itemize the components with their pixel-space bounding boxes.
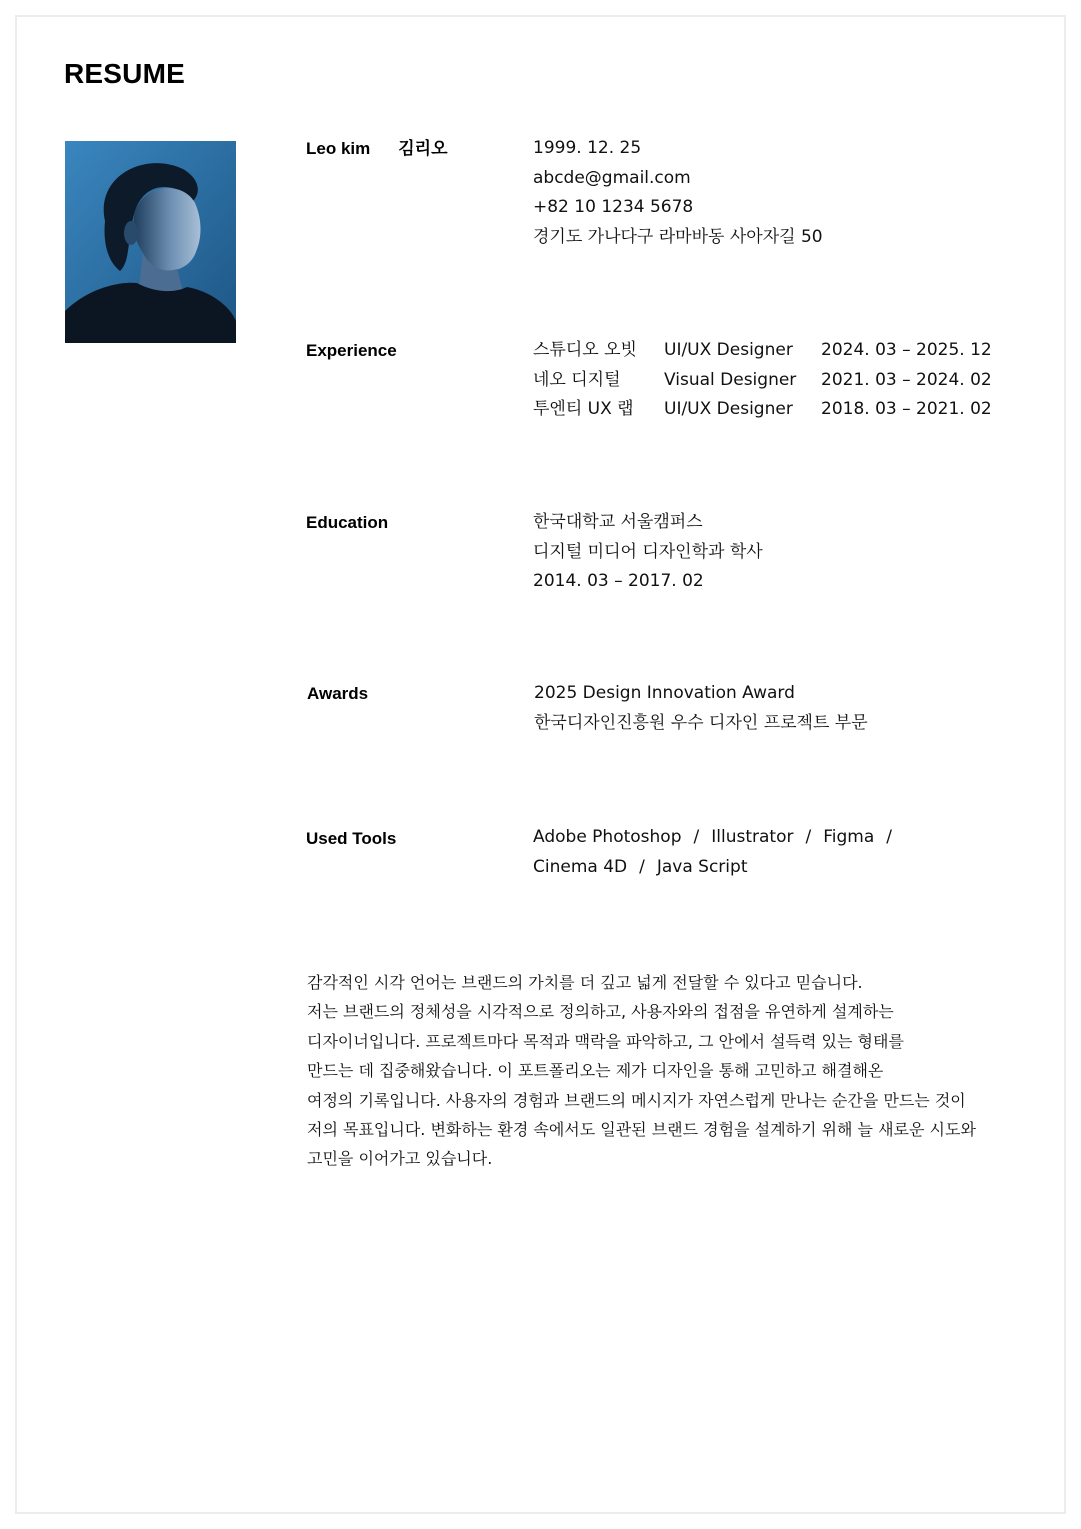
awards-label: Awards	[307, 684, 369, 703]
tool-item: Figma	[823, 827, 875, 847]
tools-line	[533, 853, 904, 883]
experience-period: 2024. 03 – 2025. 12	[821, 340, 992, 360]
profile-photo	[65, 141, 236, 343]
experience-item	[533, 336, 991, 366]
awards-info	[534, 679, 868, 738]
tool-separator: /	[639, 856, 645, 877]
email: abcde@gmail.com	[533, 167, 691, 188]
experience-role: Visual Designer	[664, 369, 797, 390]
tools-label: Used Tools	[306, 829, 397, 848]
experience-list	[533, 336, 991, 425]
name-ko: 김리오	[398, 139, 448, 158]
phone: +82 10 1234 5678	[533, 197, 694, 217]
intro-line: 감각적인 시각 언어는 브랜드의 가치를 더 깊고 넓게 전달할 수 있다고 믿습니다.	[307, 973, 863, 992]
tool-separator: /	[886, 827, 892, 847]
experience-item	[533, 366, 991, 396]
experience-item	[533, 395, 991, 425]
tool-separator: /	[805, 827, 812, 847]
tool-separator: /	[693, 827, 700, 847]
page-title: RESUME	[64, 58, 185, 89]
experience-period: 2021. 03 – 2024. 02	[821, 369, 992, 390]
education-info	[533, 508, 763, 597]
intro-line: 저의 목표입니다. 변화하는 환경 속에서도 일관된 브랜드 경험을 설계하기 위해 늘 새로운 시도와	[307, 1120, 976, 1140]
experience-role: UI/UX Designer	[664, 340, 793, 360]
education-label: Education	[306, 513, 389, 532]
intro-line: 만드는 데 집중해왔습니다. 이 포트폴리오는 제가 디자인을 통해 고민하고 해결해온	[307, 1061, 884, 1081]
address: 경기도 가나다구 라마바동 사아자길 50	[533, 226, 823, 247]
intro-line: 여정의 기록입니다. 사용자의 경험과 브랜드의 메시지가 자연스럽게 만나는 순간을 만드는 것이	[307, 1090, 966, 1110]
experience-label: Experience	[306, 341, 397, 360]
name-en: Leo kim	[306, 139, 371, 158]
education-school: 한국대학교 서울캠퍼스	[533, 512, 703, 532]
experience-company: 네오 디지털	[533, 369, 621, 390]
award-title: 2025 Design Innovation Award	[534, 683, 795, 703]
experience-period: 2018. 03 – 2021. 02	[821, 399, 992, 419]
experience-role: UI/UX Designer	[664, 399, 793, 419]
tool-item: Adobe Photoshop	[533, 827, 682, 847]
intro-line: 저는 브랜드의 정체성을 시각적으로 정의하고, 사용자와의 접점을 유연하게 설계하는	[307, 1002, 894, 1022]
award-detail: 한국디자인진흥원 우수 디자인 프로젝트 부문	[534, 712, 868, 733]
contact-info	[533, 134, 823, 252]
tools-line	[533, 823, 904, 853]
experience-company: 투엔티 UX 랩	[533, 399, 634, 419]
education-degree: 디지털 미디어 디자인학과 학사	[533, 541, 763, 562]
tool-item: Java Script	[656, 856, 748, 877]
name-label	[306, 140, 448, 157]
education-period: 2014. 03 – 2017. 02	[533, 571, 704, 591]
tools-list	[533, 823, 904, 882]
intro-line: 고민을 이어가고 있습니다.	[307, 1149, 493, 1169]
intro-paragraph	[307, 968, 987, 1174]
tool-item: Illustrator	[711, 827, 794, 847]
tool-item: Cinema 4D	[533, 856, 628, 877]
birth-date: 1999. 12. 25	[533, 138, 642, 158]
intro-line: 디자이너입니다. 프로젝트마다 목적과 맥락을 파악하고, 그 안에서 설득력 있는 형태를	[307, 1031, 904, 1051]
experience-company: 스튜디오 오빗	[533, 340, 637, 360]
